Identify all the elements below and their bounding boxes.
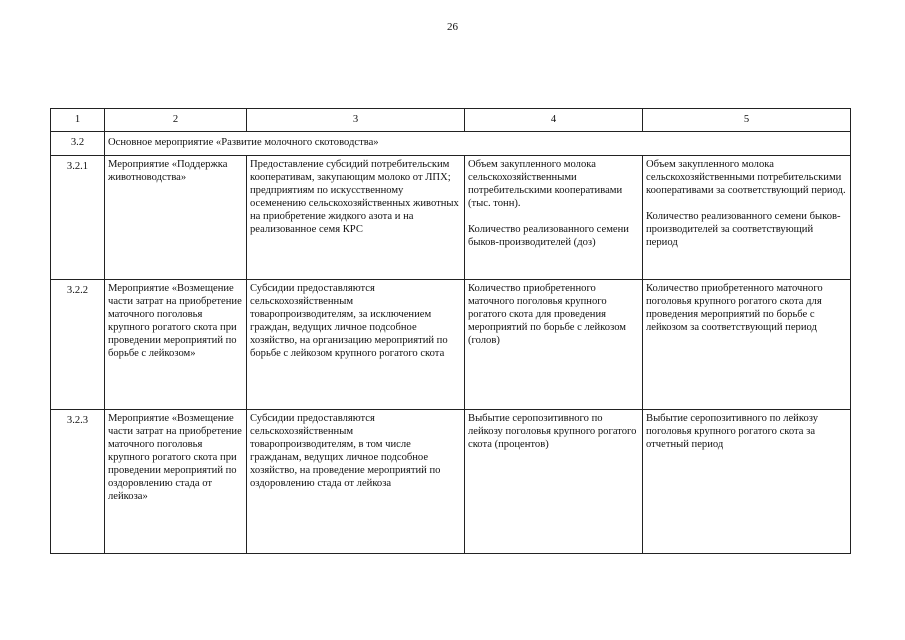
method-text: Количество приобретенного маточного поголовья крупного рогатого скота для проведения мероприятий по борьбе с лейкозом за соответствующий период	[646, 283, 823, 333]
event-name: Мероприятие «Поддержка животноводства»	[105, 156, 247, 280]
method-text: Выбытие серопозитивного по лейкозу поголовья крупного рогатого скота за отчетный период	[646, 413, 819, 450]
section-row	[51, 132, 851, 156]
column-header: 2	[105, 109, 247, 132]
indicator-cell	[465, 410, 643, 554]
event-description: Субсидии предоставляются сельскохозяйственным товаропроизводителям, за исключением граждан, ведущих личное подсобное хозяйство, на организацию мероприятий по борьбе с лейкозом крупного рогатого скота	[247, 280, 465, 410]
row-number: 3.2.3	[51, 410, 105, 554]
column-header: 5	[643, 109, 851, 132]
indicator-cell	[465, 156, 643, 280]
indicator-text: Объем закупленного молока сельскохозяйственными потребительскими кооперативами (тыс. тонн).	[468, 159, 623, 209]
row-number: 3.2.2	[51, 280, 105, 410]
column-header: 3	[247, 109, 465, 132]
method-text: Объем закупленного молока сельскохозяйственными потребительскими кооперативами за соответствующий период.	[646, 159, 846, 196]
table-header-row	[51, 109, 851, 132]
event-description: Субсидии предоставляются сельскохозяйственным товаропроизводителям, в том числе гражданам, ведущих личное подсобное хозяйство, на проведение мероприятий по оздоровлению стада от лейкоза	[247, 410, 465, 554]
method-cell	[643, 156, 851, 280]
section-number: 3.2	[51, 132, 105, 156]
method-cell	[643, 280, 851, 410]
column-header: 4	[465, 109, 643, 132]
indicator-text: Количество реализованного семени быков-производителей (доз)	[468, 224, 629, 248]
event-name: Мероприятие «Возмещение части затрат на приобретение маточного поголовья крупного рогатого скота при проведении мероприятий по оздоровлению стада от лейкоза»	[105, 410, 247, 554]
table-row	[51, 410, 851, 554]
event-name: Мероприятие «Возмещение части затрат на приобретение маточного поголовья крупного рогатого скота при проведении мероприятий по борьбе с лейкозом»	[105, 280, 247, 410]
section-title: Основное мероприятие «Развитие молочного скотоводства»	[105, 132, 851, 156]
indicator-text: Количество приобретенного маточного поголовья крупного рогатого скота для проведения мероприятий по борьбе с лейкозом (голов)	[468, 283, 626, 346]
page-number: 26	[447, 21, 458, 33]
indicator-text: Выбытие серопозитивного по лейкозу поголовья крупного рогатого скота (процентов)	[468, 413, 637, 450]
method-text: Количество реализованного семени быков-производителей за соответствующий период	[646, 211, 841, 248]
row-number: 3.2.1	[51, 156, 105, 280]
measures-table	[50, 108, 851, 554]
table-row	[51, 280, 851, 410]
method-cell	[643, 410, 851, 554]
table-row	[51, 156, 851, 280]
indicator-cell	[465, 280, 643, 410]
column-header: 1	[51, 109, 105, 132]
event-description: Предоставление субсидий потребительским кооперативам, закупающим молоко от ЛПХ; предприятиям по искусственному осеменению сельскохозяйственных животных на приобретение жидкого азота и на реализованное семя КРС	[247, 156, 465, 280]
